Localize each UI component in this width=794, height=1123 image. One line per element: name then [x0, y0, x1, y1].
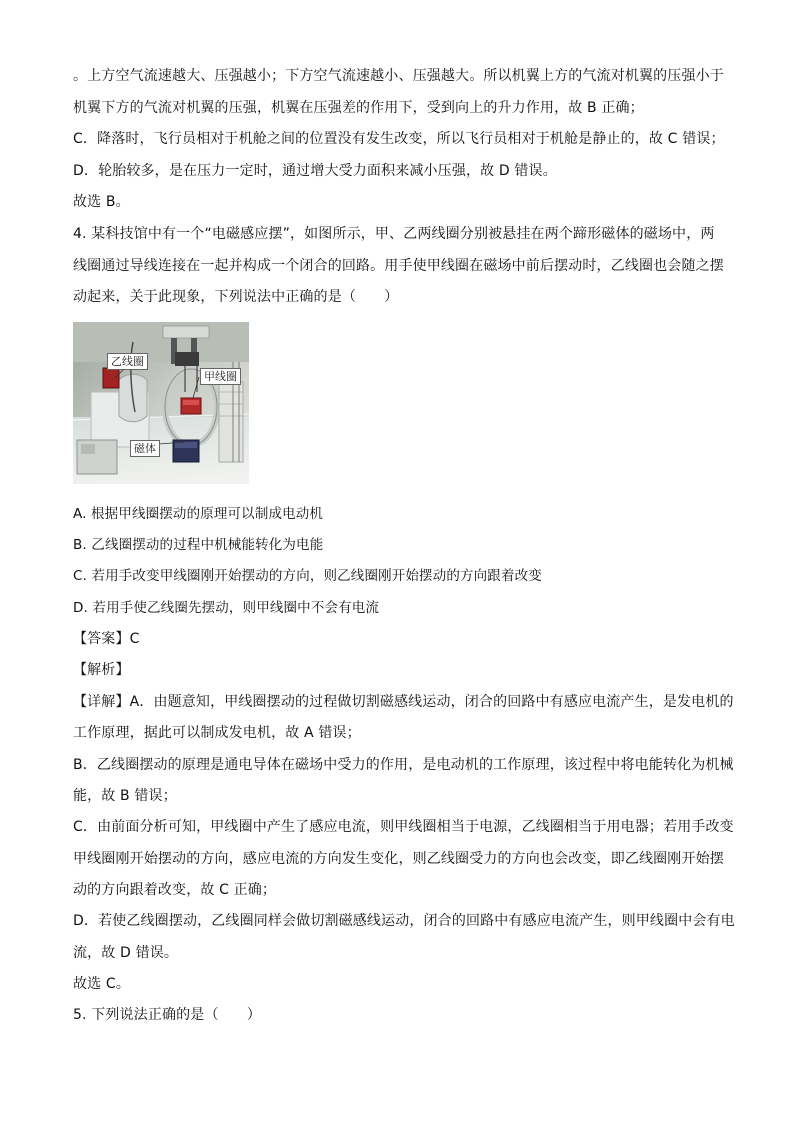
- option-a: A. 根据甲线圈摆动的原理可以制成电动机: [73, 506, 324, 522]
- label-coil-b: 乙线圈: [107, 353, 148, 370]
- line-prev-4: D．轮胎较多，是在压力一定时，通过增大受力面积来减小压强，故 D 错误。: [73, 163, 557, 179]
- question-5-stem: 5. 下列说法正确的是（ ）: [73, 1007, 262, 1023]
- label-magnet: 磁体: [130, 440, 160, 457]
- analysis-line-8: D．若使乙线圈摆动，乙线圈同样会做切割磁感线运动，闭合的回路中有感应电流产生，则甲线圈中会有电: [73, 913, 735, 929]
- analysis-line-1: 【详解】A．由题意知，甲线圈摆动的过程做切割磁感线运动，闭合的回路中有感应电流产生，是发电机的: [73, 694, 734, 710]
- analysis-line-10: 故选 C。: [73, 976, 130, 992]
- analysis-line-4: 能，故 B 错误；: [73, 788, 177, 804]
- option-b: B. 乙线圈摆动的过程中机械能转化为电能: [73, 537, 324, 553]
- line-prev-3: C．降落时，飞行员相对于机舱之间的位置没有发生改变，所以飞行员相对于机舱是静止的，故 C 错误；: [73, 131, 725, 147]
- analysis-line-9: 流，故 D 错误。: [73, 945, 179, 961]
- line-prev-1: 。上方空气流速越大、压强越小；下方空气流速越小、压强越大。所以机翼上方的气流对机翼的压强小于: [73, 68, 724, 84]
- analysis-line-5: C．由前面分析可知，甲线圈中产生了感应电流，则甲线圈相当于电源，乙线圈相当于用电器；若用手改变: [73, 819, 734, 835]
- analysis-line-2: 工作原理，据此可以制成发电机，故 A 错误；: [73, 725, 361, 741]
- line-prev-2: 机翼下方的气流对机翼的压强，机翼在压强差的作用下，受到向上的升力作用，故 B 正确；: [73, 100, 644, 116]
- option-d: D. 若用手使乙线圈先摆动，则甲线圈中不会有电流: [73, 600, 380, 616]
- electromagnetic-pendulum-photo: [73, 322, 249, 484]
- option-c: C. 若用手改变甲线圈刚开始摆动的方向，则乙线圈刚开始摆动的方向跟着改变: [73, 568, 542, 584]
- analysis-line-6: 甲线圈刚开始摆动的方向，感应电流的方向发生变化，则乙线圈受力的方向也会改变，即乙线圈刚开始摆: [73, 851, 724, 867]
- label-coil-a: 甲线圈: [200, 368, 241, 385]
- analysis-line-7: 动的方向跟着改变，故 C 正确；: [73, 882, 277, 898]
- question-4-stem-1: 4. 某科技馆中有一个“电磁感应摆”，如图所示，甲、乙两线圈分别被悬挂在两个蹄形磁体的磁场中，两: [73, 226, 715, 242]
- analysis-label: 【解析】: [73, 662, 130, 678]
- analysis-line-3: B．乙线圈摆动的原理是通电导体在磁场中受力的作用，是电动机的工作原理，该过程中将电能转化为机械: [73, 757, 734, 773]
- line-prev-5: 故选 B。: [73, 194, 130, 210]
- question-4-stem-2: 线圈通过导线连接在一起并构成一个闭合的回路。用手使甲线圈在磁场中前后摆动时，乙线圈也会随之摆: [73, 258, 724, 274]
- answer: 【答案】C: [73, 631, 140, 647]
- question-4-stem-3: 动起来，关于此现象，下列说法中正确的是（ ）: [73, 289, 399, 305]
- photo-illustration: [73, 322, 249, 484]
